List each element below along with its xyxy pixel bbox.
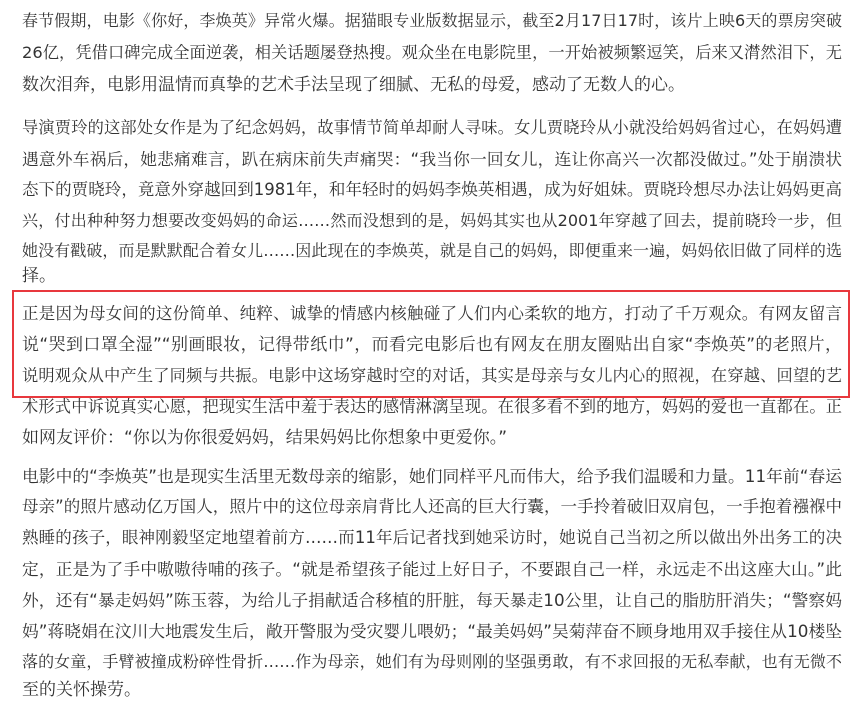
text-line: 春节假期，电影《你好，李焕英》异常火爆。据猫眼专业版数据显示，截至2月17日17时，该片上映6天的票房突破 [22,11,842,30]
text-line: 说明观众从中产生了同频与共振。电影中这场穿越时空的对话，其实是母亲与女儿内心的照视，在穿越、回望的艺 [22,366,842,385]
text-line: 如网友评价：“你以为你很爱妈妈，结果妈妈比你想象中更爱你。” [22,428,508,448]
text-line: 落的女童，手臂被撞成粉碎性骨折……作为母亲，她们有为母则刚的坚强勇敢，有不求回报的无私奉献，也有无微不 [22,652,842,671]
text-line: 态下的贾晓玲，竟意外穿越回到1981年，和年轻时的妈妈李焕英相遇，成为好姐妹。贾晓玲想尽办法让妈妈更高 [22,180,842,199]
text-line: 熟睡的孩子，眼神刚毅坚定地望着前方……而11年后记者找到她采访时，她说自己当初之所以做出外出务工的决 [22,528,842,547]
text-line: 术形式中诉说真实心愿，把现实生活中羞于表达的感情淋漓呈现。在很多看不到的地方，妈妈的爱也一直都在。正 [22,397,842,416]
text-line: 她没有戳破，而是默默配合着女儿……因此现在的李焕英，就是自己的妈妈，即便重来一遍，妈妈依旧做了同样的选 [22,241,842,260]
text-line: 遇意外车祸后，她悲痛难言，趴在病床前失声痛哭：“我当你一回女儿，连让你高兴一次都没做过。”处于崩溃状 [22,149,842,169]
text-line: 导演贾玲的这部处女作是为了纪念妈妈，故事情节简单却耐人寻味。女儿贾晓玲从小就没给妈妈省过心，在妈妈遭 [22,118,842,137]
text-line: 妈”蒋晓娟在汶川大地震发生后，敞开警服为受灾婴儿喂奶；“最美妈妈”吴菊萍奋不顾身地用双手接住从10楼坠 [22,621,842,641]
text-line: 正是因为母女间的这份简单、纯粹、诚挚的情感内核触碰了人们内心柔软的地方，打动了千万观众。有网友留言 [22,304,842,323]
text-line: 至的关怀操劳。 [22,680,141,700]
text-line: 母亲”的照片感动亿万国人，照片中的这位母亲肩背比人还高的巨大行囊，一手拎着破旧双肩包，一手抱着襁褓中 [22,497,842,516]
text-line: 择。 [22,266,56,286]
text-line: 数次泪奔，电影用温情而真挚的艺术手法呈现了细腻、无私的母爱，感动了无数人的心。 [22,75,685,95]
text-line: 兴，付出种种努力想要改变妈妈的命运……然而没想到的是，妈妈其实也从2001年穿越了回去，提前晓玲一步，但 [22,211,842,230]
text-line: 26亿，凭借口碑完成全面逆袭，相关话题屡登热搜。观众坐在电影院里，一开始被频繁逗笑，后来又潸然泪下，无 [22,43,842,62]
text-line: 说“哭到口罩全湿”“别画眼妆，记得带纸巾”，而看完电影后也有网友在朋友圈贴出自家“李焕英”的老照片， [22,335,842,355]
text-line: 电影中的“李焕英”也是现实生活里无数母亲的缩影，她们同样平凡而伟大，给予我们温暖和力量。11年前“春运 [22,466,842,486]
text-line: 定，正是为了手中嗷嗷待哺的孩子。“就是希望孩子能过上好日子，不要跟自己一样，永远走不出这座大山。”此 [22,559,842,579]
text-line: 外，还有“暴走妈妈”陈玉蓉，为给儿子捐献适合移植的肝脏，每天暴走10公里，让自己的脂肪肝消失；“警察妈 [22,590,842,610]
